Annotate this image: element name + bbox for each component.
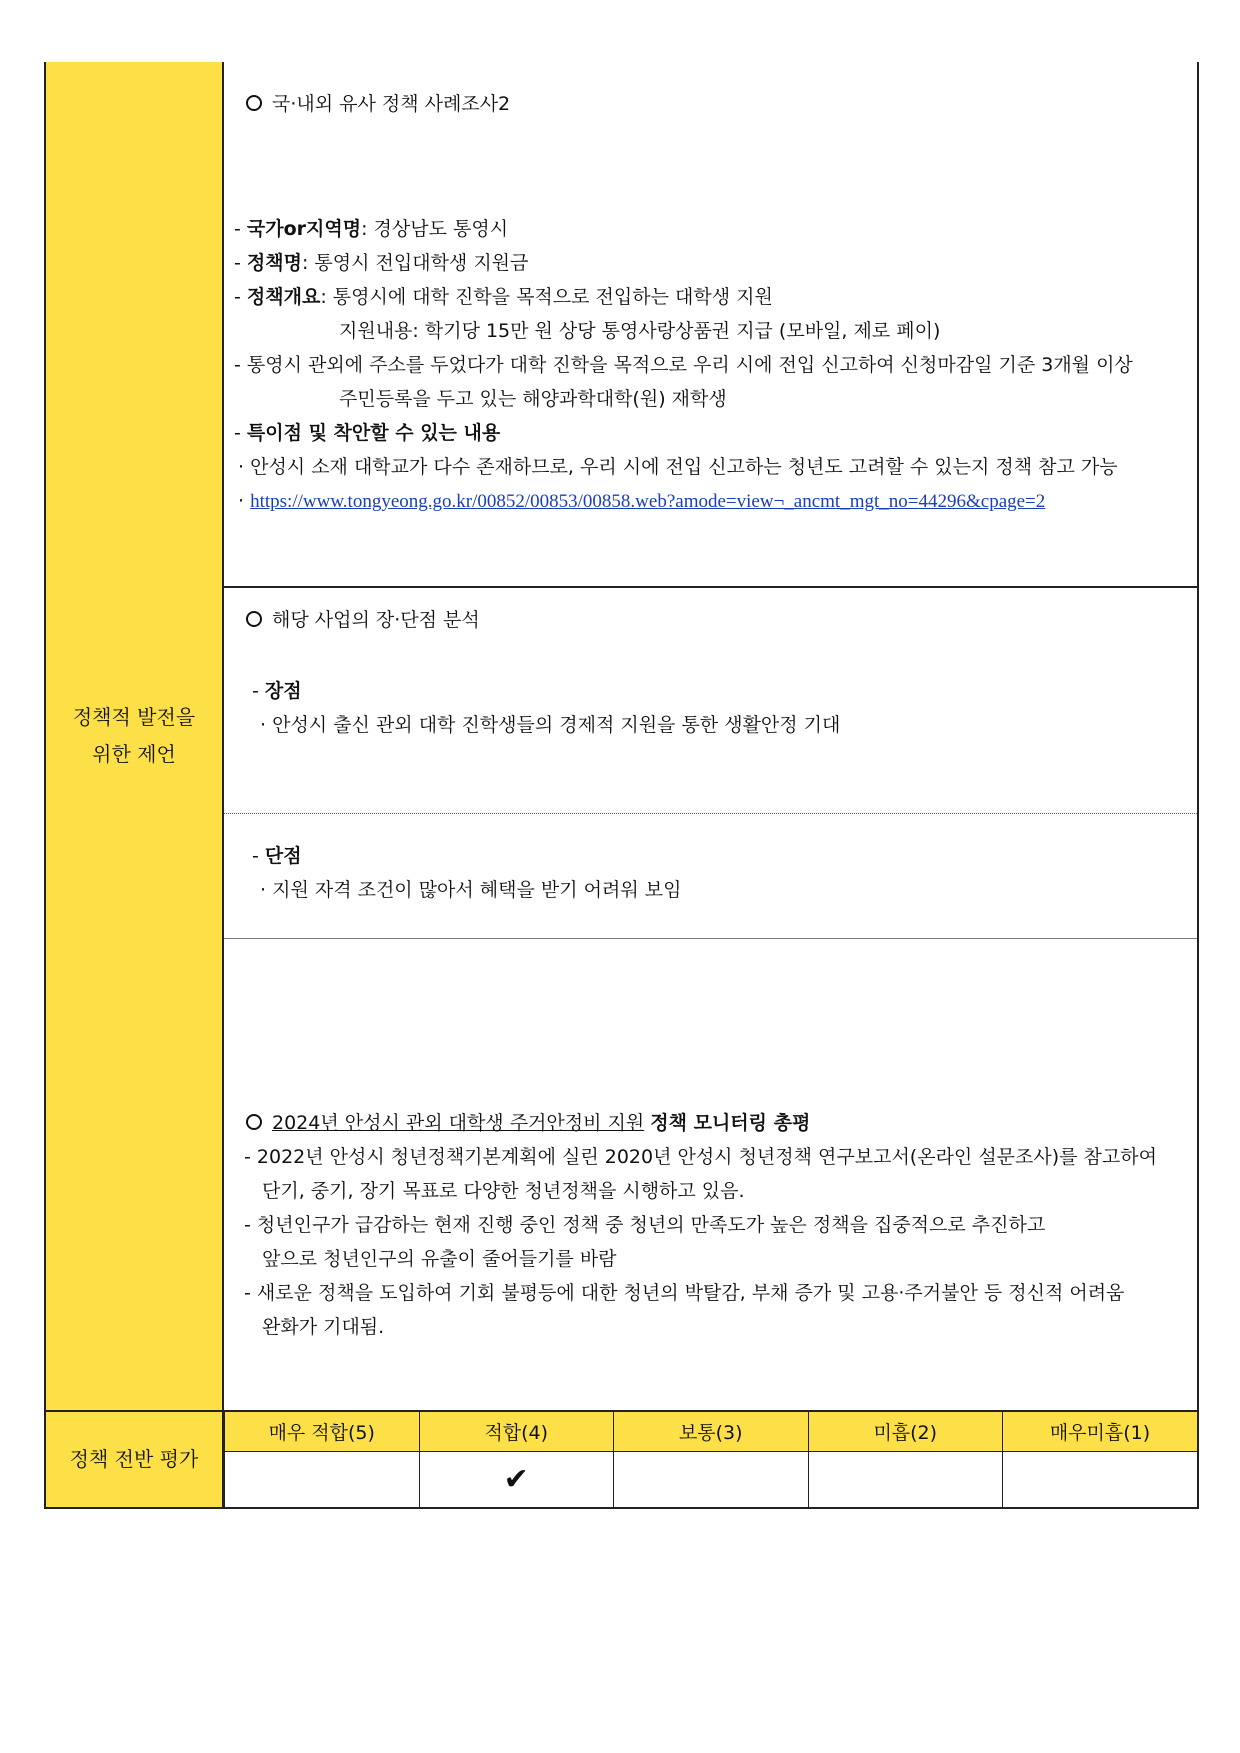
- rating-cell-3[interactable]: [614, 1452, 809, 1508]
- reference-link-row: · https://www.tongyeong.go.kr/00852/00853/00858.web?amode=view¬_ancmt_mgt_no=44296&cpage=2: [238, 490, 1046, 512]
- rating-header-2: 미흡(2): [808, 1411, 1003, 1452]
- reference-link[interactable]: https://www.tongyeong.go.kr/00852/00853/00858.web?amode=view¬_ancmt_mgt_no=44296&cpage=2: [250, 491, 1046, 512]
- eligibility-line2: 주민등록을 두고 있는 해양과학대학(원) 재학생: [339, 388, 727, 410]
- region-value: : 경상남도 통영시: [361, 218, 509, 240]
- rating-header-5: 매우 적합(5): [225, 1411, 420, 1452]
- policy-name-row: - 정책명: 통영시 전입대학생 지원금: [234, 252, 529, 274]
- rating-cell-2[interactable]: [808, 1452, 1003, 1508]
- case-study-heading: 국·내외 유사 정책 사례조사2: [246, 92, 510, 116]
- rating-cell-5[interactable]: [225, 1452, 420, 1508]
- summary-p1-line1: - 2022년 안성시 청년정책기본계획에 실린 2020년 안성시 청년정책 연구보고서(온라인 설문조사)를 참고하여: [244, 1146, 1157, 1168]
- rating-header-1: 매우미흡(1): [1003, 1411, 1198, 1452]
- overview-value: : 통영시에 대학 진학을 목적으로 전입하는 대학생 지원: [320, 286, 773, 308]
- pros-label: - 장점: [252, 680, 302, 702]
- circle-bullet-icon: [246, 1114, 262, 1130]
- region-row: - 국가or지역명: 경상남도 통영시: [234, 218, 509, 240]
- rating-cell-1[interactable]: [1003, 1452, 1198, 1508]
- policy-name-label: 정책명: [246, 252, 302, 274]
- case-study-section: [224, 62, 1197, 588]
- overview-label: 정책개요: [246, 286, 321, 308]
- rating-cell-4[interactable]: [419, 1452, 614, 1508]
- notable-heading: - 특이점 및 착안할 수 있는 내용: [234, 422, 501, 444]
- summary-p1-line2: 단기, 중기, 장기 목표로 다양한 청년정책을 시행하고 있음.: [262, 1180, 745, 1202]
- summary-p2-line2: 앞으로 청년인구의 유출이 줄어들기를 바람: [262, 1248, 617, 1270]
- circle-bullet-icon: [246, 611, 262, 627]
- policy-name-value: : 통영시 전입대학생 지원금: [301, 252, 529, 274]
- analysis-section: [224, 588, 1197, 814]
- circle-bullet-icon: [246, 95, 262, 111]
- eligibility-line1: - 통영시 관외에 주소를 두었다가 대학 진학을 목적으로 우리 시에 전입 신고하여 신청마감일 기준 3개월 이상: [234, 354, 1133, 376]
- checkmark-icon: ✔: [503, 1462, 529, 1497]
- proposal-label-cell: [46, 62, 224, 1410]
- support-content: 지원내용: 학기당 15만 원 상당 통영사랑상품권 지급 (모바일, 제로 페이): [339, 320, 941, 342]
- proposal-label-line2: 위한 제언: [92, 742, 176, 766]
- overview-row: - 정책개요: 통영시에 대학 진학을 목적으로 전입하는 대학생 지원: [234, 286, 773, 308]
- summary-p3-line2: 완화가 기대됨.: [262, 1316, 385, 1338]
- summary-p3-line1: - 새로운 정책을 도입하여 기회 불평등에 대한 청년의 박탈감, 부채 증가 및 고용·주거불안 등 정신적 어려움: [244, 1282, 1125, 1304]
- analysis-heading: 해당 사업의 장·단점 분석: [246, 608, 480, 632]
- overall-eval-label: 정책 전반 평가: [46, 1410, 224, 1507]
- proposal-label-line1: 정책적 발전을: [72, 705, 196, 729]
- cons-section: [224, 814, 1197, 939]
- pros-item: · 안성시 출신 관외 대학 진학생들의 경제적 지원을 통한 생활안정 기대: [260, 714, 841, 736]
- rating-header-4: 적합(4): [419, 1411, 614, 1452]
- cons-item: · 지원 자격 조건이 많아서 혜택을 받기 어려워 보임: [260, 879, 682, 901]
- rating-table: [224, 1410, 1197, 1507]
- region-label: 국가or지역명: [246, 218, 362, 240]
- rating-header-3: 보통(3): [614, 1411, 809, 1452]
- policy-review-form: [44, 62, 1199, 1509]
- cons-label: - 단점: [252, 845, 302, 867]
- summary-p2-line1: - 청년인구가 급감하는 현재 진행 중인 정책 중 청년의 만족도가 높은 정책을 집중적으로 추진하고: [244, 1214, 1046, 1236]
- notable-item: · 안성시 소재 대학교가 다수 존재하므로, 우리 시에 전입 신고하는 청년도 고려할 수 있는지 정책 참고 가능: [238, 456, 1118, 478]
- summary-heading: 2024년 안성시 관외 대학생 주거안정비 지원 정책 모니터링 총평: [246, 1111, 810, 1135]
- summary-section: [224, 939, 1197, 1410]
